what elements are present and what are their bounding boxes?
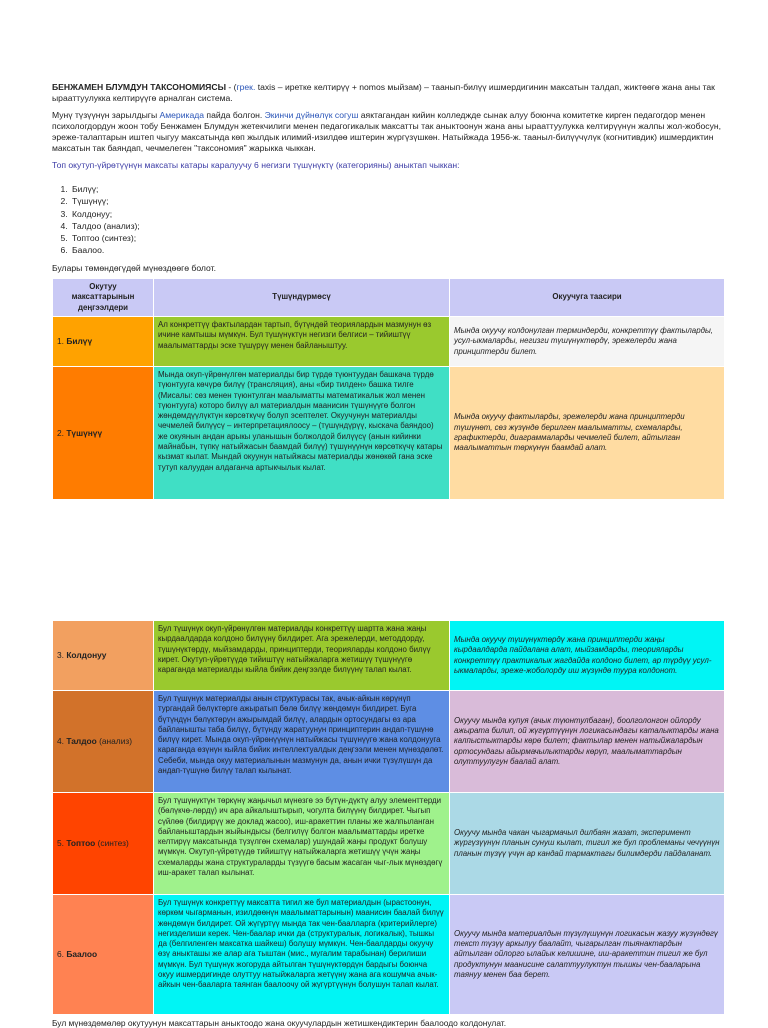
level-extra: (синтез) [95,838,129,849]
list-item: 1. Билүү; [70,183,724,195]
table-row [53,895,725,1015]
level-cell [53,367,154,500]
explanation-cell: Бул түшүнүк конкреттүү максатта тигил же бул материалдын (ырастоонун, көркөм чыгарманын, изилдөөнүн маалыматтарынын) маанисин баалай билүү жөндөмүн билдирет. Ой жүгүртүү мында так чен-баалларга (критерийлерге) негизделиши керек. Чен-баалар ички да (структуралык, логикалык), тышкы да (белгиленген максатка шайкеш) болушу мүмкүн. Чен-баалдарды окуучу өзү аныкташы же алар ага тыштан (мис., мугалим тарабынан) берилиши мүмкүн. Бул түшүнүк жогоруда айтылган түшүнүктөрдүн бардыгы боюнча окуу ишмердигинде олуттуу натыйжаларга жетүүнү жана ага кошумча ачык-айкын чен-бааларга таянган баалоочу ой жүгүртүүнүн болушун талап кылат. [154,895,450,1015]
level-cell [53,895,154,1015]
table-row [53,691,725,793]
p2-text-b: пайда болгон. [204,110,265,120]
intro-section [52,82,724,280]
table-row [53,367,725,500]
header-student-effect: Окуучуга таасири [450,279,725,317]
document-title: БЕНЖАМЕН БЛУМДУН ТАКСОНОМИЯСЫ [52,82,226,92]
level-extra: (анализ) [96,736,133,747]
ww2-link[interactable]: Экинчи дүйнөлүк согуш [264,110,359,120]
level-name: Колдонуу [66,650,107,661]
explanation-cell: Мында окуп-үйрөнүлгөн материалды бир түрдө түюнтуудан башкача түрдө түюнтууга көчүрө билүү (трансляция), аны «бир тилден» башка тилге (Мисалы: сөз менен түюнтулган маалыматты математикалык жол менен түюнтууга) которо билүү ал материалдын маанисин түшүнүүгө болгон жөндөмдүүлүктүн көрсөткүчү болуп эсептелет. Окуучунун материалды чечмелей билүүсү – интерпретациялоосу – (түшүндүрүү, кыскача баяндоо) же окуянын андан арыкы уланышын болжолдой билүүсү (анын кийинки майнабын, түпкү натыйжасын баамдай билүү) түшүнүүнүн көрсөткүчү катары кызмат кылат. Мындай окуунун натыйжасы материалды жөнөкөй гана эске тутуп калуудан алдаганча артыкчылык кылат. [154,367,450,500]
title-separator: - ( [225,82,237,92]
level-name: Түшүнүү [66,427,103,438]
list-item: 2. Түшүнүү; [70,195,724,207]
intro-paragraph-2 [52,110,724,154]
intro-paragraph-4: Булары төмөндөгүдөй мүнөздөөгө болот. [52,262,216,273]
explanation-cell: Бул түшүнүктүн төркүнү жаңычыл мүнөзгө ээ бүтүн-дүктү алуу элементтерди (бөлүкчө-лөрдү) ич ара айкалыштырып, чогулта билүүнү билдирет. Чыгып сүйлөө (билдирүү же доклад жасоо), иш-аракеттин планы же жалпыланган байланыштардын жыйындысы (белгилүү болгон маалыматтарды иретке келтирүү максатында түзүлгөн схемалар) ушундай жаңы продукт болушу мүмкүн. Окутуп-үйрөтүүдө тийиштүү натыйжаларга жетишүү үчүн жаңы схемаларды жана структураларды түзүүгө басым жасаган чыг-лык мүнөздөгү иш-аракет талап кылынат. [154,793,450,895]
list-item: 6. Баалоо. [70,244,724,256]
level-cell [53,621,154,691]
student-effect-cell: Мында окуучу фактыларды, эрежелерди жана принциптерди түшүнөт, сөз жүзүндө берилген маалыматты, схемаларды, графиктерди, диаграммаларды чечмелей билет, айтылган маалыматтын төркүнүн баамдай алат. [450,367,725,500]
explanation-cell: Бул түшүнүк материалды анын структурасы так, ачык-айкын көрүнүп тургандай бөлүктөргө ажыратып бөлө билүү жөндөмүн билдирет. Буга бүтүндүн бөлүктөрүн ажырымдай билүү, алардын ортосундагы өз ара байланышты таба билүү, бүтүндү жаратуунун принциптерин андап-түшүнө билүү кирет. Мында окуп-үйрөнүүнүн натыйжасы түшүнүүгө жана колдонууга караганда өзүнүн кыйла бийик интеллектуалдык деңгээли менен мүнөздөлөт. Себеби, мында окуу материалынын мазмунун да, анын ички түзүлүшүн да андап-түшүнө билүү талап кылынат. [154,691,450,793]
student-effect-cell: Мында окуучу колдонулган терминдерди, конкреттүү фактыларды, усул-ыкмаларды, негизги түшүнүктөрдү, эрежелерди жана принциптерди билет. [450,317,725,367]
list-item: 4. Талдоо (анализ); [70,220,724,232]
list-item: 3. Колдонуу; [70,208,724,220]
level-number: 4. [57,736,67,747]
student-effect-cell: Окуучу мында материалдын түзүлүшүнүн логикасын жазуу жүзүндөгү текст түзүү аркылуу баалайт, чыгарылган тыянактардын айтылган ойлорго ылайык келишине, иш-аракеттин тигил же бул продуктунун маанисине салаттуулуктун тышкы чен-бааларына таянуу менен баа берет. [450,895,725,1015]
p2-text-a: Мунү түзүүнүн зарылдыгы [52,110,160,120]
level-cell [53,793,154,895]
table-row [53,793,725,895]
p2-text-c: аяктагандан кийин колледжде сынак алуу боюнча комитетке кирген педагогдор менен психологдордун жоон тобу Бенжамен Блумдун жетекчилиги менен педагогикалык максатты так аныктоонун жана аны ырааттуулукка келтирүүнүн жалпы жол-жобосун, эреже-талаптарын иштеп чыгуу максатында көп жылдык илимий-изилдөө иштерин жүргүзүшкөн. Натыйжада 1956-ж. тааныл-билүүчүлүк (когнитивдик) ишмердиктин максатын так баяндап, чечмелеген "таксономия" жарыкка чыккан. [52,110,722,153]
student-effect-cell: Окуучу мында чакан чыгармачыл дилбаян жазат, эксперимент жүргүзүүнүн планын сунуш кылат, тигил же бул проблеманы чечүүнүн планын түзүү үчүн ар кандай тармактагы билимдерди пайдаланат. [450,793,725,895]
list-item: 5. Топтоо (синтез); [70,232,724,244]
level-number: 3. [57,650,67,661]
header-explanation: Түшүндүрмөсү [154,279,450,317]
explanation-cell: Ал конкреттүү фактылардан тартып, бүтүндөй теориялардын мазмунун өз ичине камтышы мүмкүн. Бул түшүнүктүн негизги белгиси – тийиштүү маалыматтарды эске түшүрүү менен байланыштуу. [154,317,450,367]
level-number: 2. [57,427,67,438]
footer-paragraph: Бул мүнөздөмөлөр окутуунун максаттарын аныктоодо жана окуучулардын жетишкендиктерин баалоодо колдонулат. [52,1018,507,1028]
student-effect-cell: Окуучу мында купуя (ачык түюнтулбаган), боолголонгон ойлорду ажырата билип, ой жүгүртүүнүн логикасындагы каталыктарды жана калпыстыктарды көрө билет; фактылар менен натыйжалардын ортосундагы айырмачылыктарды көрүп, маалыматтардын олуттуулугун баалай алат. [450,691,725,793]
level-number: 1. [57,336,67,347]
header-levels: Окутуу максаттарынын деңгээлдери [53,279,154,317]
level-cell [53,691,154,793]
level-cell [53,317,154,367]
taxonomy-table-part-2 [52,620,725,1015]
explanation-cell: Бул түшүнүк окуп-үйрөнүлгөн материалды конкреттүү шартта жана жаңы кырдаалдарда колдоно билүүнү билдирет. Ага эрежелерди, методдорду, түшүнүктөрдү, мыйзамдарды, принциптерди, теорияларды колдоно билүү кирет. Окутуп-үйрөтүүдө тийиштүү натыйжаларга жетишүү түшүнүүгө караганда материалды кыйла бийик деңгээлде билүүнү талап кылат. [154,621,450,691]
level-name: Билүү [66,336,93,347]
table-row [53,317,725,367]
level-number: 6. [57,949,67,960]
intro-paragraph-1 [52,82,724,104]
table-header-row [53,279,725,317]
intro-paragraph-3: Топ окутуп-үйрөтүүнүн максаты катары каралуучу 6 негизги түшүнүктү (категорияны) аныктап чыккан: [52,160,460,170]
level-number: 5. [57,838,67,849]
level-name: Баалоо [66,949,98,960]
america-link[interactable]: Америкада [159,110,205,120]
greek-link[interactable]: грек. [236,82,256,92]
levels-list [52,183,724,257]
level-name: Талдоо [66,736,97,747]
level-name: Топтоо [66,838,96,849]
student-effect-cell: Мында окуучу түшүнүктөрдү жана принциптерди жаңы кырдаалдарда пайдалана алат, мыйзамдарды, теорияларды конкреттүү практикалык жагдайда колдоно билет, ар түрдүү усул-ыкмаларды, эреже-жоболорду иш жүзүндө туура колдонот. [450,621,725,691]
taxonomy-table-part-1 [52,278,725,500]
title-definition: taxis – иретке келтирүү + nomos мыйзам) – таанып-билүү ишмердигинин максатын талдап, жиктөөгө жана аны так ырааттуулукка келтирүүгө арналган система. [52,82,715,103]
table-row [53,621,725,691]
